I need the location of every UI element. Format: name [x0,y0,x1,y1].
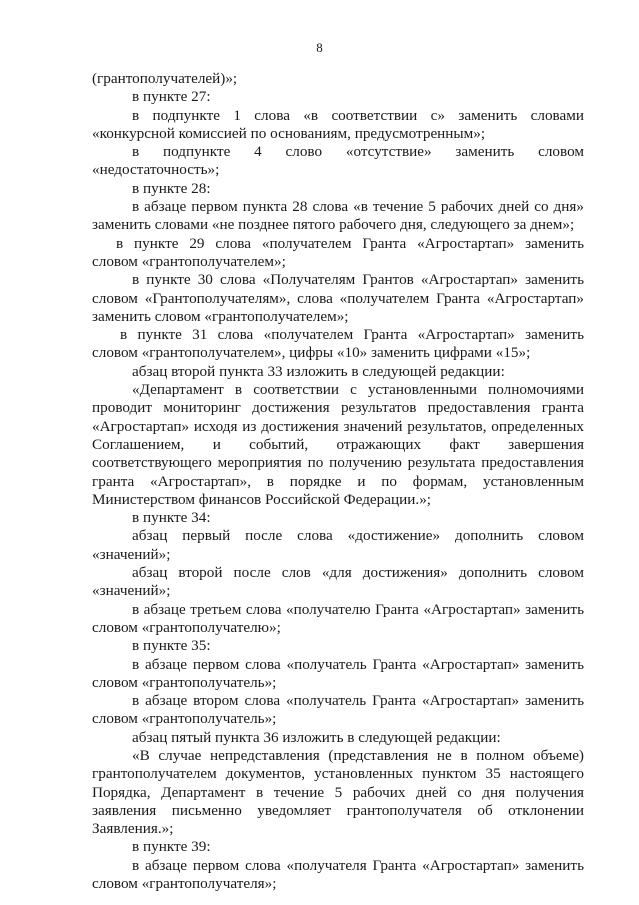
paragraph: в пункте 30 слова «Получателям Грантов «Агростартап» заменить словом «Грантополучателям», слова «получателем Гранта «Агростартап» заменить словом «грантополучателем»; [92,271,584,325]
paragraph: абзац второй после слов «для достижения» дополнить словом «значений»; [92,564,584,600]
paragraph: в подпункте 4 слово «отсутствие» заменить словом «недостаточность»; [92,143,584,179]
paragraph: в абзаце первом слова «получателя Гранта «Агростартап» заменить словом «грантополучателя»; [92,856,584,893]
paragraph: абзац пятый пункта 36 изложить в следующей редакции: [132,728,501,746]
paragraph: «В случае непредставления (представления не в полном объеме) грантополучателем документов, установленных пунктом 35 настоящего Порядка, Департамент в течение 5 рабочих дней со дня получения заявления письменно уведомляет грантополучателя об отклонении Заявления.»; [92,746,584,838]
paragraph: абзац второй пункта 33 изложить в следующей редакции: [132,362,505,380]
document-body [92,70,584,893]
paragraph: в пункте 35: [132,637,211,655]
paragraph: в абзаце втором слова «получатель Гранта «Агростартап» заменить словом «грантополучатель»; [92,692,584,728]
paragraph: «Департамент в соответствии с установленными полномочиями проводит мониторинг достижения результатов предоставления гранта «Агростартап» исходя из достижения значений результатов, определенных Соглашением, и событий, отражающих факт завершения соответствующего мероприятия по получению результата предоставления гранта «Агростартап», в порядке и по формам, установленным Министерством финансов Российской Федерации.»; [92,381,584,508]
paragraph: в пункте 34: [132,509,211,527]
paragraph: в пункте 28: [132,179,211,197]
paragraph: в пункте 29 слова «получателем Гранта «Агростартап» заменить словом «грантополучателем»; [92,234,584,270]
paragraph: в подпункте 1 слова «в соответствии с» заменить словами «конкурсной комиссией по основаниям, предусмотренным»; [92,106,584,142]
paragraph: в абзаце третьем слова «получателю Гранта «Агростартап» заменить словом «грантополучателю»; [92,600,584,636]
paragraph: в пункте 39: [132,838,211,856]
paragraph: (грантополучателей)»; [92,70,238,87]
paragraph: в пункте 27: [132,88,211,106]
paragraph: в абзаце первом слова «получатель Гранта «Агростартап» заменить словом «грантополучатель»; [92,655,584,691]
paragraph: в пункте 31 слова «получателем Гранта «Агростартап» заменить словом «грантополучателем», цифры «10» заменить цифрами «15»; [92,326,584,362]
paragraph: абзац первый после слова «достижение» дополнить словом «значений»; [92,527,584,563]
page-number: 8 [316,40,323,55]
paragraph: в абзаце первом пункта 28 слова «в течение 5 рабочих дней со дня» заменить словами «не позднее пятого рабочего дня, следующего за днем»; [92,198,584,234]
